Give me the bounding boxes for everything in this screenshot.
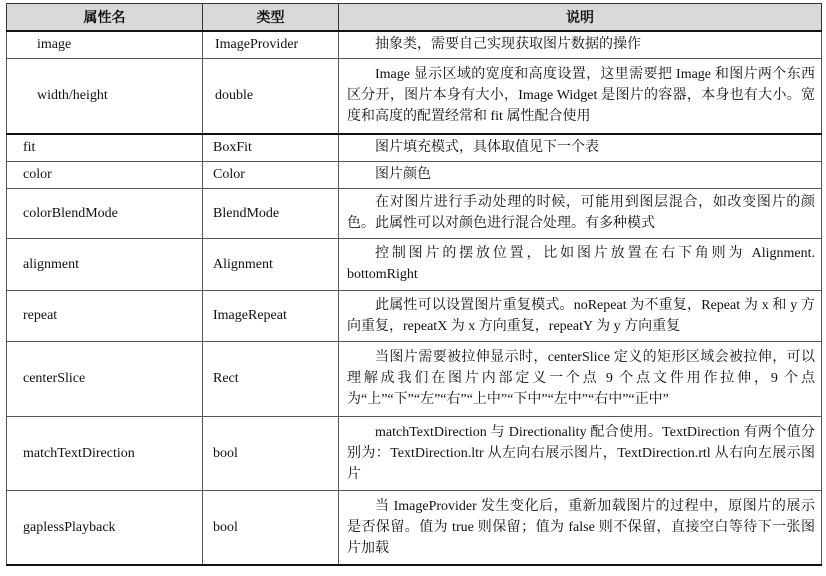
row-type: double: [203, 58, 339, 134]
image-properties-table-container: [6, 3, 821, 566]
row-type: Alignment: [203, 238, 339, 290]
row-property-name: image: [7, 31, 203, 58]
image-properties-table: [6, 3, 822, 566]
row-type: bool: [203, 416, 339, 490]
row-property-name: colorBlendMode: [7, 188, 203, 238]
table-row: [7, 31, 822, 58]
row-description: matchTextDirection 与 Directionality 配合使用。TextDirection 有两个值分别为：TextDirection.ltr 从左向右展示图片，TextDirection.rtl 从右向左展示图片: [339, 416, 822, 490]
row-description: 在对图片进行手动处理的时候，可能用到图层混合，如改变图片的颜色。此属性可以对颜色进行混合处理。有多种模式: [339, 188, 822, 238]
table-header-row: [7, 4, 822, 32]
row-property-name: alignment: [7, 238, 203, 290]
row-property-name: color: [7, 161, 203, 188]
row-type: ImageRepeat: [203, 290, 339, 341]
row-property-name: fit: [7, 134, 203, 161]
table-row: [7, 341, 822, 416]
row-description: Image 显示区域的宽度和高度设置，这里需要把 Image 和图片两个东西区分开，图片本身有大小，Image Widget 是图片的容器，本身也有大小。宽度和高度的配置经常和 fit 属性配合使用: [339, 58, 822, 134]
table-row: [7, 58, 822, 134]
row-type: ImageProvider: [203, 31, 339, 58]
row-description: 图片填充模式，具体取值见下一个表: [339, 134, 822, 161]
row-property-name: width/height: [7, 58, 203, 134]
row-property-name: centerSlice: [7, 341, 203, 416]
header-property-name: 属性名: [7, 4, 203, 32]
row-description: 当图片需要被拉伸显示时，centerSlice 定义的矩形区域会被拉伸，可以理解成我们在图片内部定义一个点 9 个点文件用作拉伸，9 个点为“上”“下”“左”“右”“上中”“下中”“左中”“右中”“正中”: [339, 341, 822, 416]
row-description: 此属性可以设置图片重复模式。noRepeat 为不重复，Repeat 为 x 和 y 方向重复，repeatX 为 x 方向重复，repeatY 为 y 方向重复: [339, 290, 822, 341]
header-type: 类型: [203, 4, 339, 32]
table-row: [7, 416, 822, 490]
table-row: [7, 238, 822, 290]
row-type: bool: [203, 490, 339, 565]
header-description: 说明: [339, 4, 822, 32]
row-type: BoxFit: [203, 134, 339, 161]
table-row: [7, 290, 822, 341]
row-type: Color: [203, 161, 339, 188]
row-description: 图片颜色: [339, 161, 822, 188]
row-property-name: gaplessPlayback: [7, 490, 203, 565]
table-row: [7, 188, 822, 238]
table-row: [7, 161, 822, 188]
row-type: Rect: [203, 341, 339, 416]
row-property-name: matchTextDirection: [7, 416, 203, 490]
row-property-name: repeat: [7, 290, 203, 341]
row-description: 控制图片的摆放位置，比如图片放置在右下角则为 Alignment. bottomRight: [339, 238, 822, 290]
table-row: [7, 490, 822, 565]
row-description: 抽象类，需要自己实现获取图片数据的操作: [339, 31, 822, 58]
table-row: [7, 134, 822, 161]
row-description: 当 ImageProvider 发生变化后，重新加载图片的过程中，原图片的展示是否保留。值为 true 则保留；值为 false 则不保留，直接空白等待下一张图片加载: [339, 490, 822, 565]
row-type: BlendMode: [203, 188, 339, 238]
